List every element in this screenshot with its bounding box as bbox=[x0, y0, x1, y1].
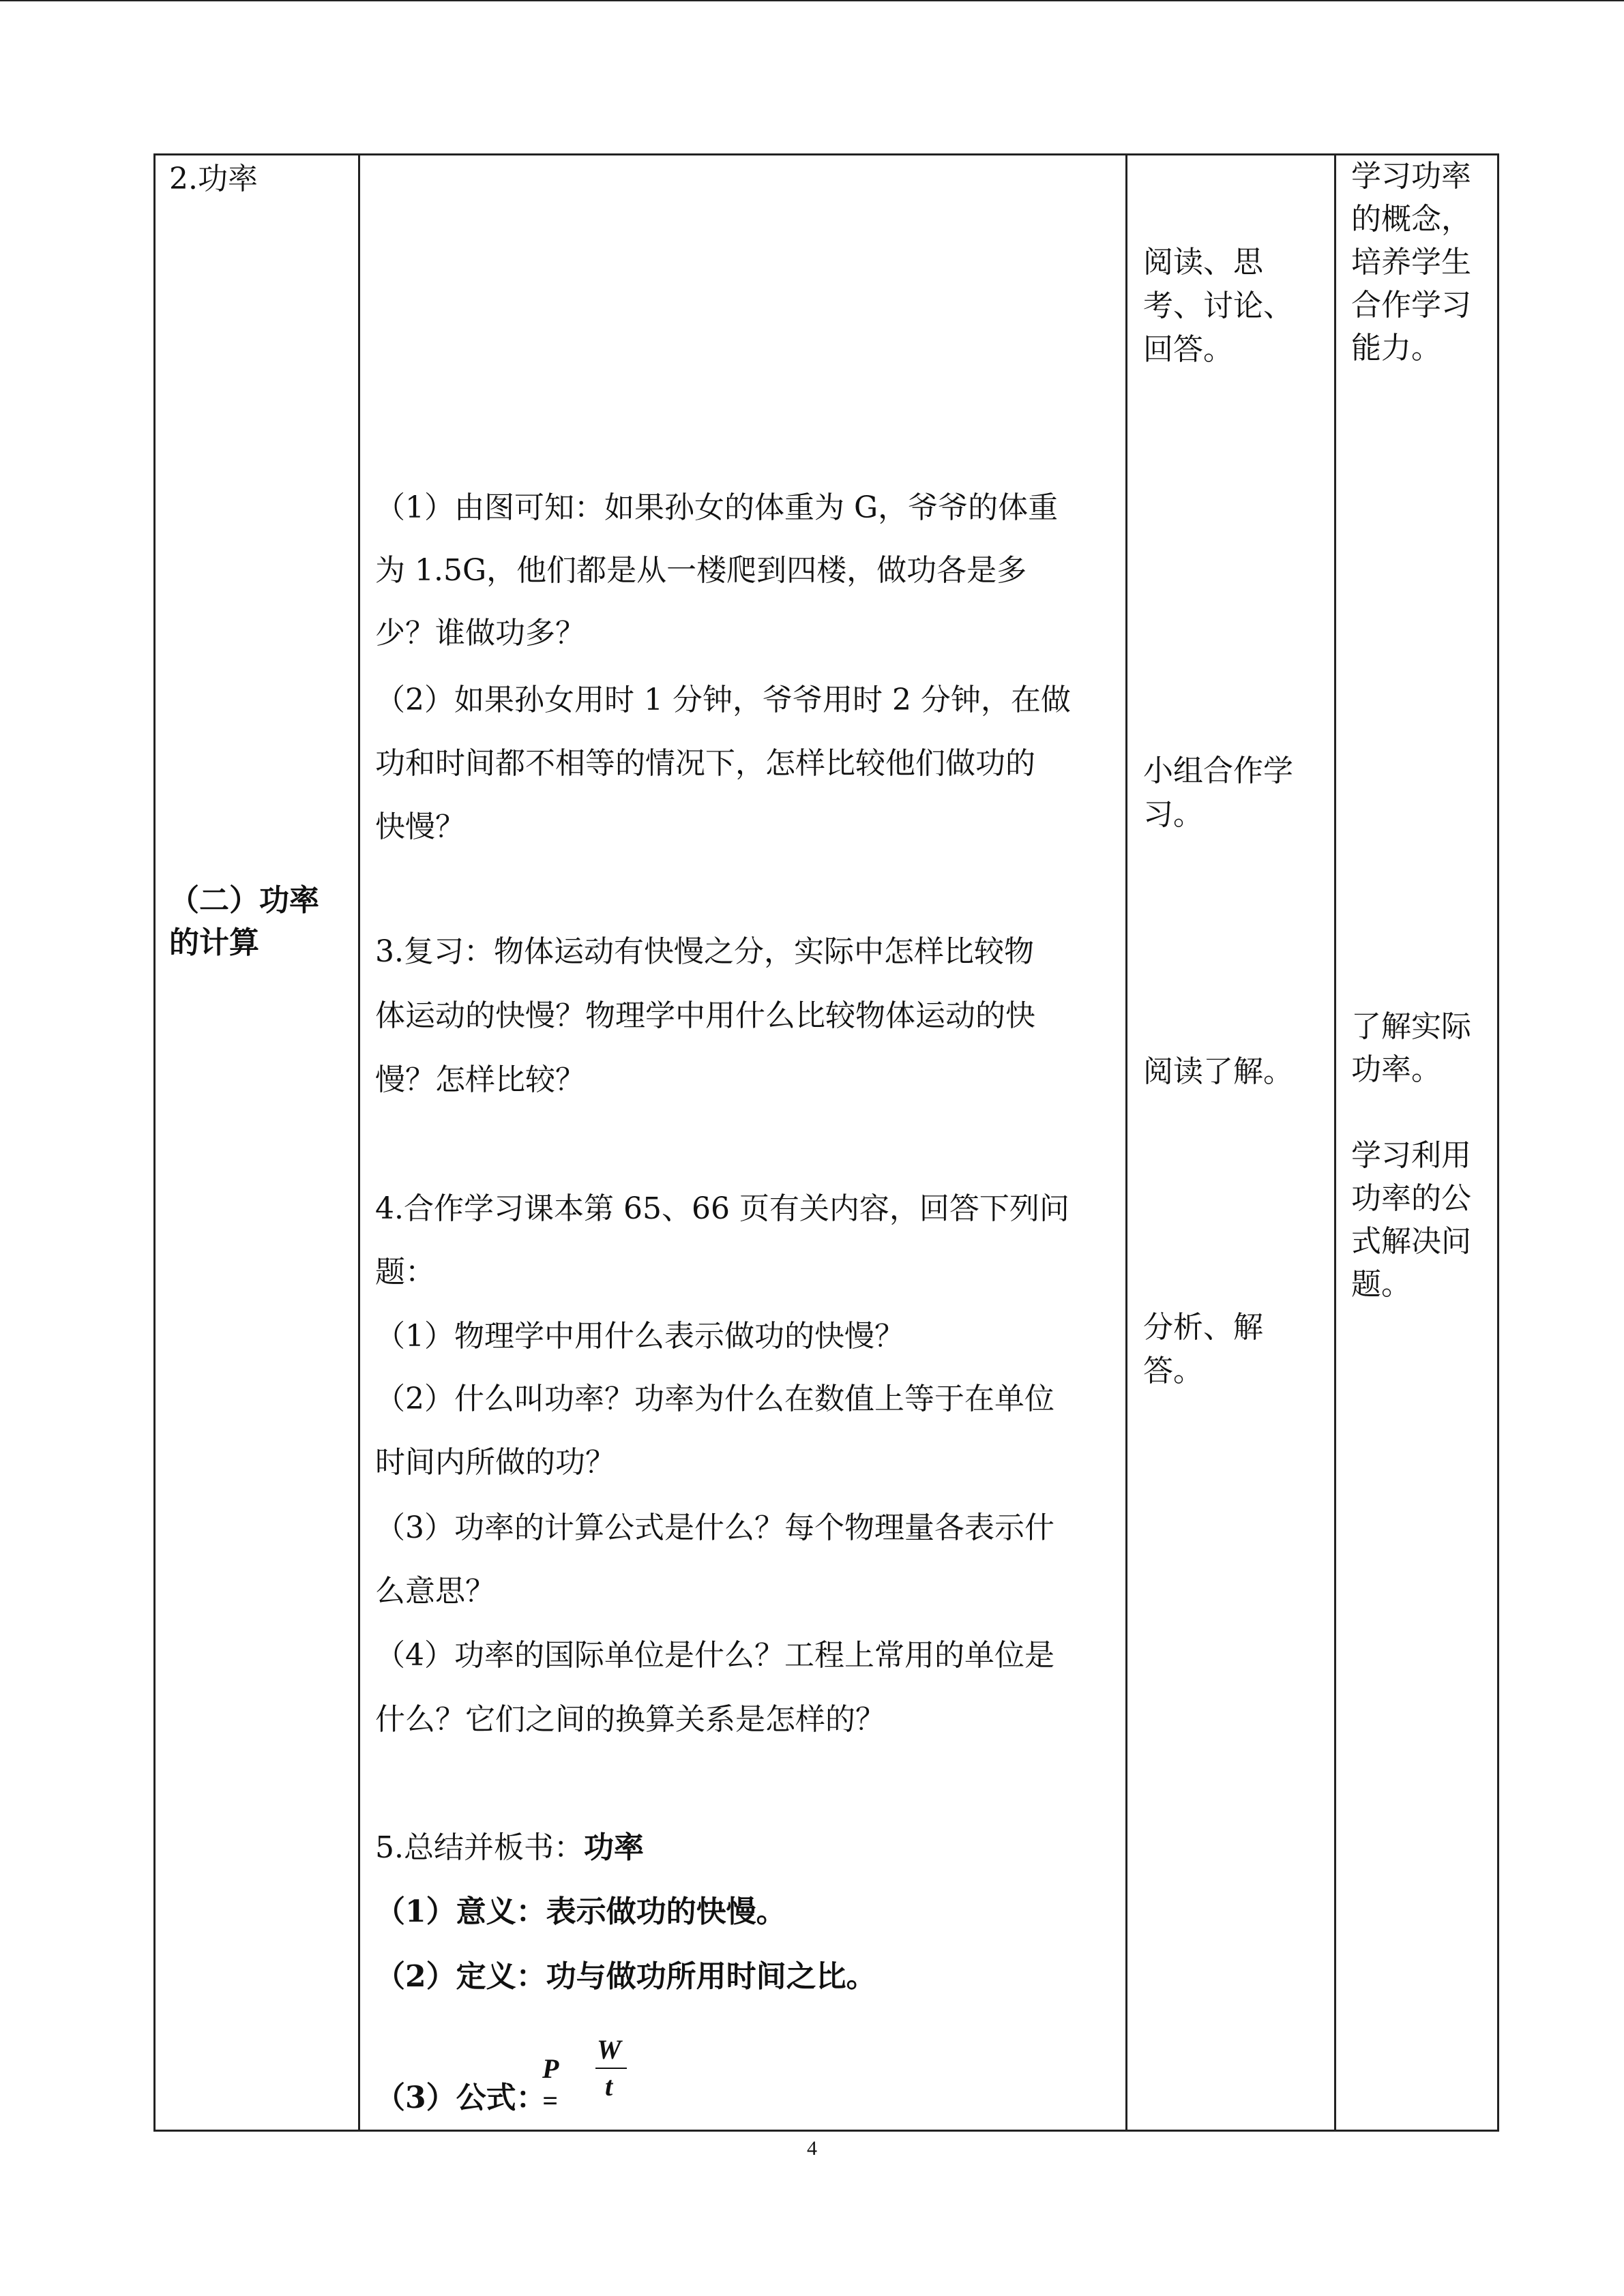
formula-numerator: W bbox=[597, 2034, 621, 2065]
formula-denominator: t bbox=[605, 2071, 613, 2102]
table-top-border bbox=[153, 153, 1499, 155]
page-number: 4 bbox=[807, 2137, 817, 2160]
task-4-q2-line1: （2）什么叫功率？功率为什么在数值上等于在单位 bbox=[375, 1382, 1054, 1416]
activity-4-line1: 分析、解 bbox=[1143, 1310, 1263, 1345]
activity-2-line2: 习。 bbox=[1143, 797, 1203, 832]
task-4-line2: 题： bbox=[375, 1255, 435, 1289]
table-left-border bbox=[153, 153, 156, 2132]
summary-5-heading bbox=[375, 1827, 644, 1869]
question-1-line3: 少？谁做功多？ bbox=[375, 616, 585, 651]
question-1-line1: （1）由图可知：如果孙女的体重为 G，爷爷的体重 bbox=[375, 490, 1059, 525]
intent-1-line5: 能力。 bbox=[1351, 331, 1441, 366]
section-heading-line2: 的计算 bbox=[169, 925, 259, 960]
summary-formula-label: （3）公式： bbox=[375, 2081, 546, 2115]
intent-1-line3: 培养学生 bbox=[1351, 245, 1471, 280]
intent-3-line1: 学习利用 bbox=[1351, 1138, 1471, 1173]
intent-3-line4: 题。 bbox=[1351, 1267, 1411, 1302]
table-bottom-border bbox=[153, 2130, 1499, 2132]
summary-definition: （2）定义：功与做功所用时间之比。 bbox=[375, 1959, 876, 1994]
activity-1-line2: 考、讨论、 bbox=[1143, 288, 1293, 323]
task-4-q3-line1: （3）功率的计算公式是什么？每个物理量各表示什 bbox=[375, 1510, 1054, 1545]
question-2-line2: 功和时间都不相等的情况下，怎样比较他们做功的 bbox=[375, 746, 1035, 781]
column-divider-2 bbox=[1125, 153, 1127, 2132]
section-heading-line1: （二）功率 bbox=[169, 883, 319, 918]
review-3-line3: 慢？怎样比较？ bbox=[375, 1062, 585, 1097]
question-1-line2: 为 1.5G，他们都是从一楼爬到四楼，做功各是多 bbox=[375, 553, 1027, 588]
page-top-edge bbox=[0, 0, 1624, 1]
column-divider-3 bbox=[1334, 153, 1336, 2132]
task-4-q3-line2: 么意思？ bbox=[375, 1574, 495, 1609]
intent-2-line2: 功率。 bbox=[1351, 1052, 1441, 1087]
task-4-q4-line2: 什么？它们之间的换算关系是怎样的？ bbox=[375, 1702, 885, 1737]
intent-1-line1: 学习功率 bbox=[1351, 159, 1471, 194]
table-right-border bbox=[1497, 153, 1499, 2132]
activity-4-line2: 答。 bbox=[1143, 1354, 1203, 1388]
fraction-bar bbox=[595, 2068, 627, 2069]
task-4-q1: （1）物理学中用什么表示做功的快慢？ bbox=[375, 1319, 904, 1354]
activity-2-line1: 小组合作学 bbox=[1143, 754, 1293, 788]
task-4-q2-line2: 时间内所做的功？ bbox=[375, 1445, 615, 1480]
intent-3-line2: 功率的公 bbox=[1351, 1181, 1471, 1216]
task-4-line1: 4.合作学习课本第 65、66 页有关内容，回答下列问 bbox=[375, 1191, 1069, 1226]
summary-5-prefix: 5.总结并板书： bbox=[375, 1830, 584, 1865]
intent-2-line1: 了解实际 bbox=[1351, 1009, 1471, 1044]
summary-meaning: （1）意义：表示做功的快慢。 bbox=[375, 1894, 786, 1929]
formula-lhs: P = bbox=[542, 2053, 558, 2116]
activity-3: 阅读了解。 bbox=[1143, 1054, 1293, 1089]
activity-1-line3: 回答。 bbox=[1143, 332, 1233, 367]
review-3-line2: 体运动的快慢？物理学中用什么比较物体运动的快 bbox=[375, 998, 1035, 1033]
question-2-line1: （2）如果孙女用时 1 分钟，爷爷用时 2 分钟，在做 bbox=[375, 683, 1071, 717]
column-divider-1 bbox=[358, 153, 360, 2132]
stage-item-power: 2.功率 bbox=[169, 162, 258, 196]
intent-1-line4: 合作学习 bbox=[1351, 288, 1471, 323]
intent-1-line2: 的概念， bbox=[1351, 202, 1471, 237]
review-3-line1: 3.复习：物体运动有快慢之分，实际中怎样比较物 bbox=[375, 934, 1034, 969]
question-2-line3: 快慢？ bbox=[375, 809, 465, 844]
task-4-q4-line1: （4）功率的国际单位是什么？工程上常用的单位是 bbox=[375, 1638, 1054, 1673]
summary-5-title: 功率 bbox=[583, 1830, 644, 1865]
activity-1-line1: 阅读、思 bbox=[1143, 245, 1263, 280]
intent-3-line3: 式解决问 bbox=[1351, 1224, 1471, 1259]
